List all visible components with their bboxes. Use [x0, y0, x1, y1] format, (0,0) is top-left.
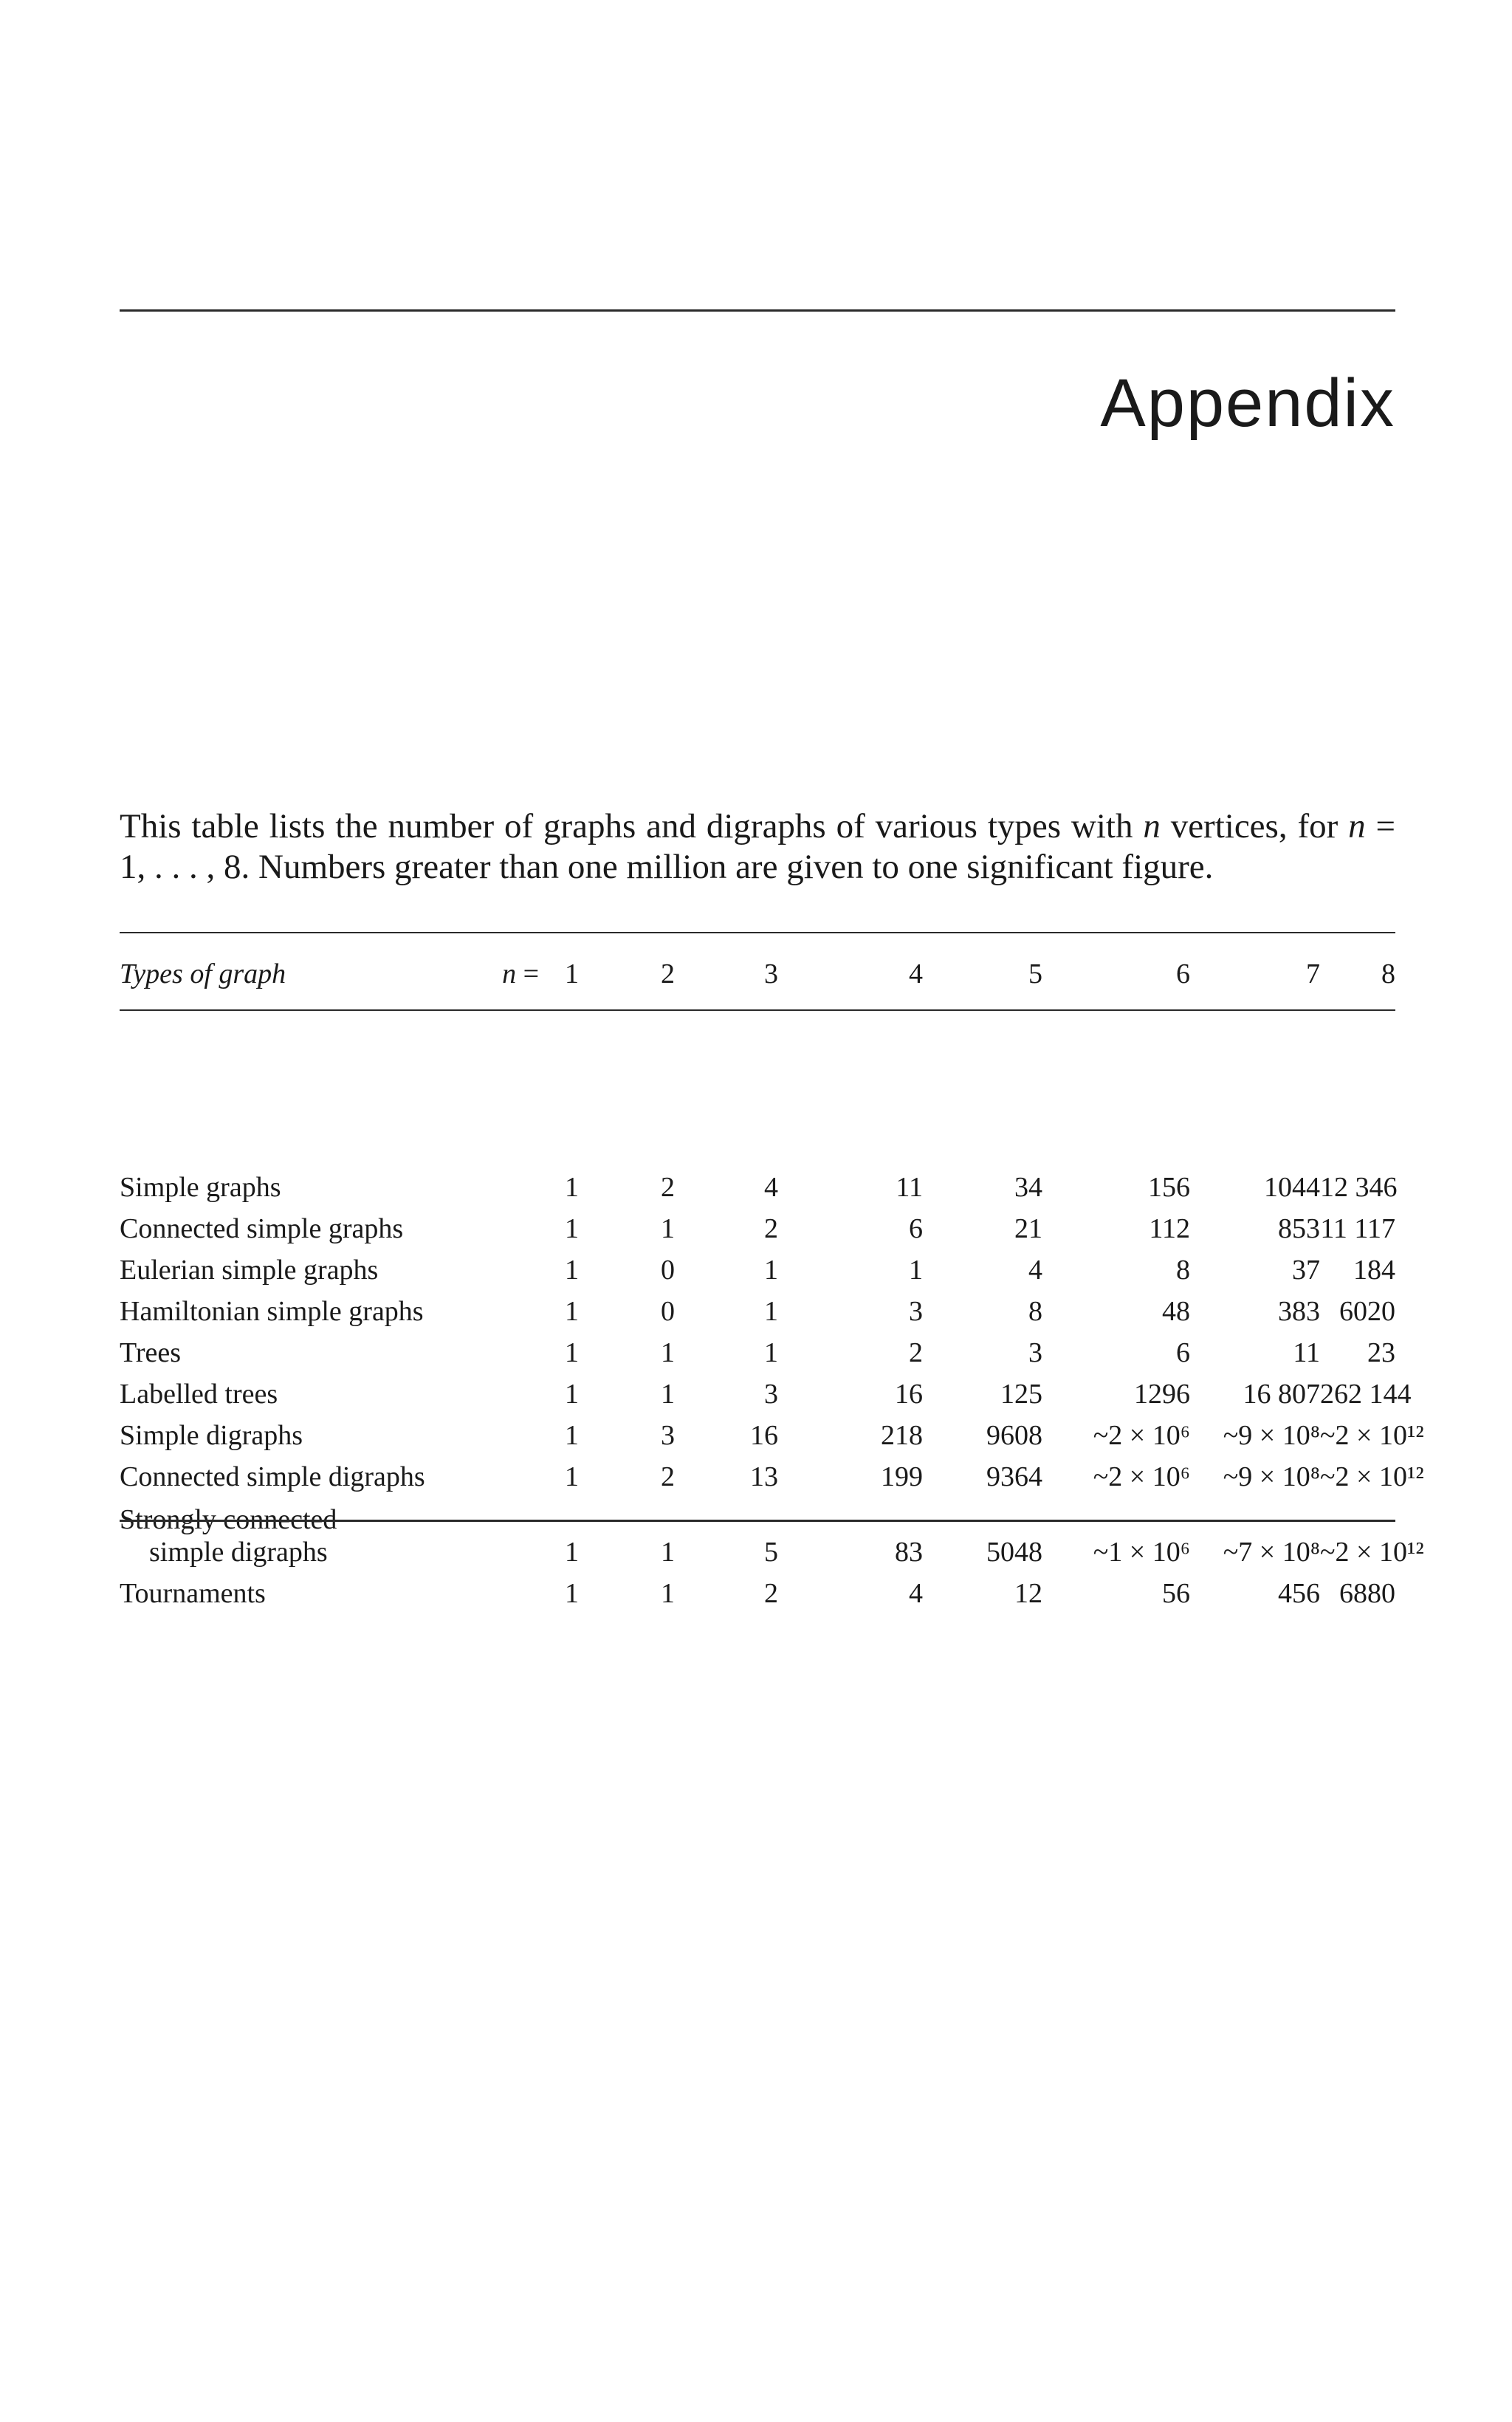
cell-n-4: 2: [909, 1337, 923, 1368]
table-row: [120, 1288, 1395, 1329]
cell-n-7: ~7 × 10⁸: [1223, 1537, 1320, 1568]
header-col-6: 6: [1176, 958, 1190, 989]
cell-n-7: 11: [1293, 1337, 1320, 1368]
table-row: [120, 1453, 1395, 1495]
cell-n-5: 5048: [986, 1537, 1042, 1568]
cell-n-2: 3: [661, 1420, 675, 1451]
header-row: [120, 933, 1395, 1010]
cell-n-4: 4: [909, 1578, 923, 1609]
header-n-equals: [480, 933, 549, 1010]
cell-n-7: ~9 × 10⁸: [1223, 1420, 1320, 1451]
row-label-text: Strongly connected: [120, 1504, 337, 1535]
cell-n-1: 1: [565, 1172, 579, 1203]
cell-n-4: 3: [909, 1296, 923, 1327]
cell-n-5: 125: [1000, 1379, 1042, 1410]
cell-n-7: 456: [1278, 1578, 1320, 1609]
table-row: [120, 1205, 1395, 1246]
table-row: [120, 1495, 1395, 1570]
intro-n-variable: n: [1143, 807, 1161, 845]
row-label: [120, 1288, 549, 1329]
cell-n-3: 2: [764, 1213, 778, 1244]
cell-n-4: 11: [896, 1172, 923, 1203]
cell-n-6: ~1 × 10⁶: [1093, 1537, 1190, 1568]
cell-n-5: 9608: [986, 1420, 1042, 1451]
cell-n-5: 34: [1014, 1172, 1042, 1203]
header-col-3: 3: [764, 958, 778, 989]
cell-n-1: 1: [565, 1578, 579, 1609]
cell-n-8: ~2 × 10¹²: [1320, 1537, 1424, 1568]
cell-n-2: 1: [661, 1213, 675, 1244]
cell-n-3: 1: [764, 1296, 778, 1327]
cell-n-4: 6: [909, 1213, 923, 1244]
cell-n-8: ~2 × 10¹²: [1320, 1461, 1424, 1492]
cell-n-6: 8: [1176, 1255, 1190, 1286]
top-rule: [120, 309, 1395, 312]
page: [120, 0, 1424, 2422]
intro-text-1: This table lists the number of graphs and digraphs of various types with: [120, 807, 1144, 845]
cell-n-3: 4: [764, 1172, 778, 1203]
cell-n-3: 1: [764, 1337, 778, 1368]
table-row: [120, 1329, 1395, 1370]
cell-n-2: 2: [661, 1461, 675, 1492]
bottom-rule: [120, 1520, 1395, 1522]
row-label-text: Labelled trees: [120, 1379, 278, 1410]
cell-n-3: 3: [764, 1379, 778, 1410]
row-label: [120, 1570, 549, 1611]
table-row: [120, 1370, 1395, 1412]
cell-n-1: 1: [565, 1337, 579, 1368]
cell-n-8: 6880: [1339, 1578, 1395, 1609]
table-body: [120, 1164, 1424, 1611]
cell-n-6: 56: [1162, 1578, 1190, 1609]
cell-n-7: 37: [1292, 1255, 1320, 1286]
header-col-4: 4: [909, 958, 923, 989]
cell-n-5: 4: [1028, 1255, 1042, 1286]
row-label-text: Connected simple graphs: [120, 1213, 404, 1244]
row-label-text: Hamiltonian simple graphs: [120, 1296, 424, 1327]
cell-n-8: 23: [1367, 1337, 1395, 1368]
cell-n-8: 6020: [1339, 1296, 1395, 1327]
cell-n-8: 262 144: [1320, 1379, 1412, 1410]
row-label-text: Trees: [120, 1337, 182, 1368]
cell-n-2: 0: [661, 1296, 675, 1327]
cell-n-2: 0: [661, 1255, 675, 1286]
cell-n-2: 1: [661, 1537, 675, 1568]
table-row: [120, 1570, 1395, 1611]
header-rule: [120, 1010, 1395, 1087]
row-label: [120, 1246, 549, 1288]
row-label-text: Tournaments: [120, 1578, 266, 1609]
cell-n-4: 1: [909, 1255, 923, 1286]
cell-n-5: 3: [1028, 1337, 1042, 1368]
cell-n-1: 1: [565, 1537, 579, 1568]
intro-text-2: vertices, for: [1160, 807, 1349, 845]
header-equals-sign: =: [516, 958, 539, 989]
cell-n-1: 1: [565, 1461, 579, 1492]
header-col-8: 8: [1381, 958, 1395, 989]
graph-count-table: [120, 933, 1424, 1611]
row-label: [120, 1329, 549, 1370]
cell-n-8: ~2 × 10¹²: [1320, 1420, 1424, 1451]
graph-count-table-wrapper: [120, 932, 1424, 1611]
header-col-1: 1: [565, 958, 579, 989]
row-label-text: Eulerian simple graphs: [120, 1255, 379, 1286]
header-types-of-graph: Types of graph: [120, 958, 286, 989]
row-label-text: Connected simple digraphs: [120, 1461, 425, 1492]
cell-n-7: 1044: [1264, 1172, 1320, 1203]
cell-n-2: 2: [661, 1172, 675, 1203]
cell-n-6: ~2 × 10⁶: [1093, 1461, 1190, 1492]
cell-n-4: 83: [895, 1537, 923, 1568]
cell-n-2: 1: [661, 1337, 675, 1368]
cell-n-8: 184: [1353, 1255, 1395, 1286]
cell-n-2: 1: [661, 1578, 675, 1609]
cell-n-3: 1: [764, 1255, 778, 1286]
cell-n-6: 48: [1162, 1296, 1190, 1327]
cell-n-7: 16 807: [1243, 1379, 1320, 1410]
cell-n-4: 16: [895, 1379, 923, 1410]
row-label: [120, 1412, 549, 1453]
intro-n-variable-2: n: [1348, 807, 1366, 845]
cell-n-5: 21: [1014, 1213, 1042, 1244]
cell-n-7: ~9 × 10⁸: [1223, 1461, 1320, 1492]
header-n-variable: n: [502, 958, 517, 989]
row-label-text: Simple digraphs: [120, 1420, 303, 1451]
cell-n-6: 156: [1148, 1172, 1190, 1203]
table-row: [120, 1164, 1395, 1205]
cell-n-4: 218: [881, 1420, 923, 1451]
cell-n-5: 9364: [986, 1461, 1042, 1492]
table-row: [120, 1246, 1395, 1288]
row-label: [120, 1205, 549, 1246]
cell-n-7: 383: [1278, 1296, 1320, 1327]
cell-n-1: 1: [565, 1420, 579, 1451]
cell-n-5: 8: [1028, 1296, 1042, 1327]
cell-n-4: 199: [881, 1461, 923, 1492]
header-col-7: 7: [1306, 958, 1320, 989]
cell-n-2: 1: [661, 1379, 675, 1410]
cell-n-5: 12: [1014, 1578, 1042, 1609]
cell-n-7: 853: [1278, 1213, 1320, 1244]
table-row: [120, 1412, 1395, 1453]
chapter-title: Appendix: [1100, 366, 1395, 441]
table-header: [120, 933, 1395, 1164]
cell-n-3: 13: [750, 1461, 778, 1492]
row-label: [120, 1370, 549, 1412]
cell-n-1: 1: [565, 1213, 579, 1244]
cell-n-8: 11 117: [1320, 1213, 1395, 1244]
cell-n-6: ~2 × 10⁶: [1093, 1420, 1190, 1451]
cell-n-1: 1: [565, 1296, 579, 1327]
cell-n-6: 112: [1149, 1213, 1190, 1244]
cell-n-6: 1296: [1134, 1379, 1190, 1410]
row-label: [120, 1164, 549, 1205]
cell-n-1: 1: [565, 1255, 579, 1286]
header-col-5: 5: [1028, 958, 1042, 989]
header-col-2: 2: [661, 958, 675, 989]
cell-n-8: 12 346: [1320, 1172, 1398, 1203]
row-label-text: Simple graphs: [120, 1172, 281, 1203]
cell-n-1: 1: [565, 1379, 579, 1410]
row-label: [120, 1495, 549, 1570]
intro-text-3: = 1, . . . , 8. Numbers greater than one million are given to one significant figure.: [120, 807, 1395, 886]
row-label: [120, 1453, 549, 1495]
row-label-continuation: simple digraphs: [149, 1537, 328, 1568]
cell-n-3: 5: [764, 1537, 778, 1568]
cell-n-6: 6: [1176, 1337, 1190, 1368]
cell-n-3: 16: [750, 1420, 778, 1451]
cell-n-3: 2: [764, 1578, 778, 1609]
intro-paragraph: [120, 806, 1395, 888]
